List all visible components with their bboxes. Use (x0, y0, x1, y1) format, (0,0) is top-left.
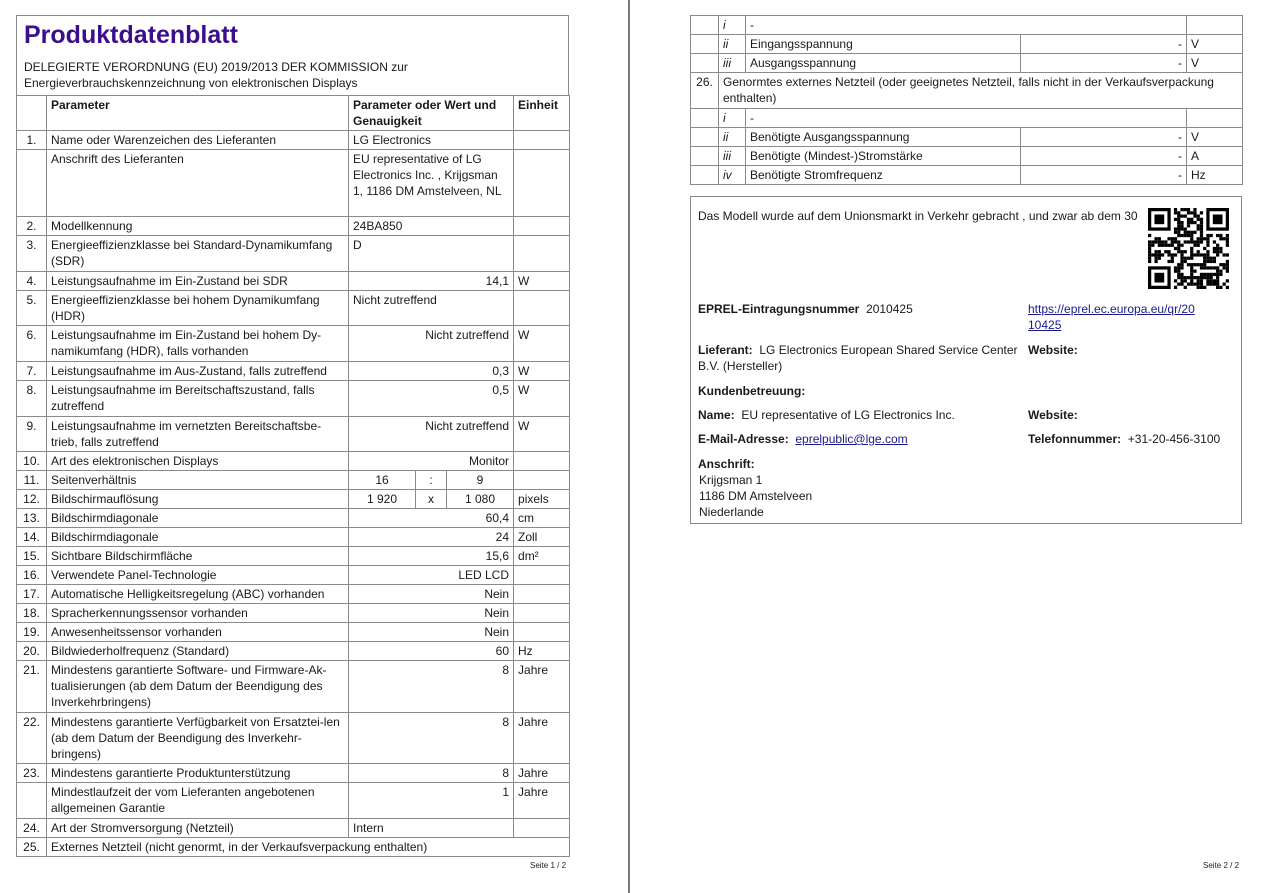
title-box (16, 15, 569, 95)
row-number: 14. (17, 528, 47, 547)
row-number (691, 128, 719, 147)
table-row (17, 713, 570, 764)
row-number: 24. (17, 819, 47, 838)
row-value: Monitor (349, 452, 514, 471)
row-unit: Hz (1187, 166, 1243, 185)
row-parameter: Name oder Warenzeichen des Lieferanten (47, 131, 349, 150)
row-number: 18. (17, 604, 47, 623)
row-value: 14,1 (349, 272, 514, 291)
row-unit (514, 819, 570, 838)
row-unit (1187, 109, 1243, 128)
row-unit: W (514, 362, 570, 381)
row-sub-index: i (719, 16, 746, 35)
table-header (17, 96, 570, 131)
row-label: Benötigte (Mindest-)Stromstärke (746, 147, 1021, 166)
row-value: 24 (349, 528, 514, 547)
market-date-text: Das Modell wurde auf dem Unionsmarkt in Verkehr gebracht , und zwar ab dem 30 (698, 209, 1138, 223)
row-sub-index: ii (719, 128, 746, 147)
table-row (17, 326, 570, 362)
table-row (17, 362, 570, 381)
table-row (691, 166, 1243, 185)
table-row (17, 764, 570, 783)
row-value: LG Electronics (349, 131, 514, 150)
regulation-line-2: Energieverbrauchskennzeichnung von elektronischen Displays (24, 76, 358, 90)
row-number: 7. (17, 362, 47, 381)
row-label: - (746, 109, 1187, 128)
row-unit: V (1187, 128, 1243, 147)
row-number (691, 147, 719, 166)
row-number: 22. (17, 713, 47, 764)
supplier-label: Lieferant: (698, 343, 753, 357)
row-value: 0,5 (349, 381, 514, 417)
row-number: 15. (17, 547, 47, 566)
table-row (17, 131, 570, 150)
row-parameter: Leistungsaufnahme im Ein-Zustand bei SDR (47, 272, 349, 291)
table-row (17, 417, 570, 452)
row-parameter: Energieeffizienzklasse bei hohem Dynamikumfang (HDR) (47, 291, 349, 326)
email-link[interactable]: eprelpublic@lge.com (795, 432, 908, 446)
row-unit: W (514, 381, 570, 417)
row-unit: V (1187, 35, 1243, 54)
table-row (691, 16, 1243, 35)
row-label: Ausgangsspannung (746, 54, 1021, 73)
row-value-part: 1 080 (447, 490, 514, 509)
row-label: Eingangsspannung (746, 35, 1021, 54)
row-parameter: Leistungsaufnahme im vernetzten Bereitschaftsbe-trieb, falls zutreffend (47, 417, 349, 452)
row-parameter: Sichtbare Bildschirmfläche (47, 547, 349, 566)
table-row (17, 217, 570, 236)
row-sub-index: iv (719, 166, 746, 185)
row-number: 8. (17, 381, 47, 417)
phone-label: Telefonnummer: (1028, 432, 1122, 446)
row-value: - (1021, 147, 1187, 166)
row-value: 0,3 (349, 362, 514, 381)
row-unit: cm (514, 509, 570, 528)
row-number: 17. (17, 585, 47, 604)
row-value: - (1021, 128, 1187, 147)
address-label: Anschrift: (698, 457, 755, 471)
name-label: Name: (698, 408, 735, 422)
qr-code[interactable] (1148, 208, 1229, 289)
table-row (17, 566, 570, 585)
row-parameter: Art des elektronischen Displays (47, 452, 349, 471)
row-parameter: Mindestlaufzeit der vom Lieferanten angebotenen allgemeinen Garantie (47, 783, 349, 819)
website-label-2: Website: (1028, 408, 1078, 422)
table-row (17, 381, 570, 417)
table-row (17, 838, 570, 857)
row-number: 21. (17, 661, 47, 713)
table-row (17, 452, 570, 471)
row-value: Nicht zutreffend (349, 417, 514, 452)
header-value: Parameter oder Wert und Genauigkeit (349, 96, 514, 131)
row-parameter: Leistungsaufnahme im Ein-Zustand bei hohem Dy-namikumfang (HDR), falls vorhanden (47, 326, 349, 362)
page-title: Produktdatenblatt (24, 21, 238, 49)
table-row (17, 490, 570, 509)
row-unit (514, 585, 570, 604)
row-parameter: Spracherkennungssensor vorhanden (47, 604, 349, 623)
row-value-part: : (416, 471, 447, 490)
table-row (691, 54, 1243, 73)
row-parameter: Mindestens garantierte Verfügbarkeit von Ersatztei-len (ab dem Datum der Beendigung des Inverkehr-bringens) (47, 713, 349, 764)
page-number: Seite 1 / 2 (530, 861, 567, 870)
eprel-link-line-2[interactable]: 10425 (1028, 318, 1062, 332)
row-value: - (1021, 35, 1187, 54)
table-row (17, 272, 570, 291)
row-number: 13. (17, 509, 47, 528)
row-value: Nicht zutreffend (349, 326, 514, 362)
power-supply-table (690, 15, 1243, 185)
row-unit (514, 623, 570, 642)
row-value: 1 (349, 783, 514, 819)
row-unit (514, 236, 570, 272)
row-number (691, 166, 719, 185)
row-value: 24BA850 (349, 217, 514, 236)
row-number: 25. (17, 838, 47, 857)
row-parameter: Bildschirmauflösung (47, 490, 349, 509)
row-unit (514, 566, 570, 585)
row-unit: Hz (514, 642, 570, 661)
eprel-number: 2010425 (866, 302, 913, 316)
market-info-box (690, 196, 1242, 524)
row-label: Benötigte Stromfrequenz (746, 166, 1021, 185)
row-unit (514, 471, 570, 490)
row-number (691, 109, 719, 128)
row-number: 1. (17, 131, 47, 150)
row-number (17, 783, 47, 819)
table-row (17, 819, 570, 838)
row-number (691, 35, 719, 54)
row-unit (514, 291, 570, 326)
row-unit (1187, 16, 1243, 35)
website-label: Website: (1028, 343, 1078, 357)
row-parameter: Mindestens garantierte Software- und Firmware-Ak-tualisierungen (ab dem Datum der Beendigung des Inverkehrbringens) (47, 661, 349, 713)
page-2 (690, 15, 1242, 185)
row-parameter: Art der Stromversorgung (Netzteil) (47, 819, 349, 838)
row-number: 19. (17, 623, 47, 642)
row-value: 60 (349, 642, 514, 661)
row-number: 26. (691, 73, 719, 109)
row-value: Nein (349, 585, 514, 604)
customer-service-label: Kundenbetreuung: (698, 384, 806, 398)
row-number: 4. (17, 272, 47, 291)
row-unit: A (1187, 147, 1243, 166)
table-row (691, 109, 1243, 128)
table-row (17, 783, 570, 819)
row-number: 23. (17, 764, 47, 783)
row-value-part: 16 (349, 471, 416, 490)
row-number: 3. (17, 236, 47, 272)
table-row (691, 147, 1243, 166)
row-sub-index: iii (719, 54, 746, 73)
row-number: 5. (17, 291, 47, 326)
row-parameter: Leistungsaufnahme im Aus-Zustand, falls zutreffend (47, 362, 349, 381)
row-value: Intern (349, 819, 514, 838)
name-value: EU representative of LG Electronics Inc. (741, 408, 955, 422)
row-label: - (746, 16, 1187, 35)
table-row (17, 623, 570, 642)
page-divider (628, 0, 630, 893)
row-value: - (1021, 54, 1187, 73)
row-label: Benötigte Ausgangsspannung (746, 128, 1021, 147)
row-unit: Jahre (514, 713, 570, 764)
row-value: Nein (349, 604, 514, 623)
table-row (17, 642, 570, 661)
row-unit: Jahre (514, 661, 570, 713)
row-unit: Zoll (514, 528, 570, 547)
email-label: E-Mail-Adresse: (698, 432, 789, 446)
address-line-1: Krijgsman 1 (699, 473, 763, 487)
table-row (17, 528, 570, 547)
row-parameter: Anschrift des Lieferanten (47, 150, 349, 217)
supplier-value: LG Electronics European Shared Service Center (759, 343, 1018, 357)
row-unit: pixels (514, 490, 570, 509)
row-number: 16. (17, 566, 47, 585)
row-value: - (1021, 166, 1187, 185)
row-unit: dm² (514, 547, 570, 566)
row-parameter: Seitenverhältnis (47, 471, 349, 490)
row-value: 8 (349, 764, 514, 783)
row-parameter: Leistungsaufnahme im Bereitschaftszustand, falls zutreffend (47, 381, 349, 417)
address-line-2: 1186 DM Amstelveen (699, 489, 813, 503)
row-unit: V (1187, 54, 1243, 73)
row-number: 20. (17, 642, 47, 661)
regulation-line-1: DELEGIERTE VERORDNUNG (EU) 2019/2013 DER KOMMISSION zur (24, 60, 408, 74)
table-row (17, 236, 570, 272)
row-number: 9. (17, 417, 47, 452)
row-value: 8 (349, 713, 514, 764)
table-row (691, 35, 1243, 54)
row-parameter: Verwendete Panel-Technologie (47, 566, 349, 585)
eprel-link-line-1[interactable]: https://eprel.ec.europa.eu/qr/20 (1028, 302, 1195, 316)
page-number-2: Seite 2 / 2 (1203, 861, 1240, 870)
address-text (699, 472, 812, 520)
row-unit (514, 217, 570, 236)
row-number: 12. (17, 490, 47, 509)
header-parameter: Parameter (47, 96, 349, 131)
row-parameter: Bildwiederholfrequenz (Standard) (47, 642, 349, 661)
table-row (691, 128, 1243, 147)
row-number: 11. (17, 471, 47, 490)
row-value: Nicht zutreffend (349, 291, 514, 326)
row-value: D (349, 236, 514, 272)
row-value: Nein (349, 623, 514, 642)
row-parameter: Bildschirmdiagonale (47, 528, 349, 547)
row-number (691, 54, 719, 73)
row-value: LED LCD (349, 566, 514, 585)
row-unit: Jahre (514, 764, 570, 783)
row-unit (514, 150, 570, 217)
row-unit: Jahre (514, 783, 570, 819)
row-number: 6. (17, 326, 47, 362)
row-parameter: Automatische Helligkeitsregelung (ABC) vorhanden (47, 585, 349, 604)
row-value-part: x (416, 490, 447, 509)
phone-value: +31-20-456-3100 (1127, 432, 1221, 446)
row-sub-index: i (719, 109, 746, 128)
row-parameter: Externes Netzteil (nicht genormt, in der Verkaufsverpackung enthalten) (47, 838, 570, 857)
row-unit (514, 131, 570, 150)
row-sub-index: iii (719, 147, 746, 166)
row-unit (514, 604, 570, 623)
eprel-label: EPREL-Eintragungsnummer (698, 302, 860, 316)
eprel-link[interactable] (1028, 301, 1195, 333)
row-value-part: 1 920 (349, 490, 416, 509)
row-number (17, 150, 47, 217)
row-unit: W (514, 272, 570, 291)
table-row (17, 150, 570, 217)
row-value-part: 9 (447, 471, 514, 490)
table-row (17, 661, 570, 713)
row-number: 2. (17, 217, 47, 236)
table-row (17, 585, 570, 604)
table-row (17, 547, 570, 566)
row-number (691, 16, 719, 35)
address-line-3: Niederlande (699, 505, 764, 519)
row-parameter: Modellkennung (47, 217, 349, 236)
header-unit: Einheit (514, 96, 570, 131)
row-unit (514, 452, 570, 471)
row-unit: W (514, 326, 570, 362)
row-value: EU representative of LG Electronics Inc. , Krijgsman 1, 1186 DM Amstelveen, NL (349, 150, 514, 217)
row-sub-index: ii (719, 35, 746, 54)
supplier-value-2: B.V. (Hersteller) (698, 359, 783, 373)
table-row (17, 291, 570, 326)
table-row (691, 73, 1243, 109)
row-number: 10. (17, 452, 47, 471)
row-parameter: Energieeffizienzklasse bei Standard-Dynamikumfang (SDR) (47, 236, 349, 272)
row-parameter: Bildschirmdiagonale (47, 509, 349, 528)
row-parameter: Genormtes externes Netzteil (oder geeignetes Netzteil, falls nicht in der Verkaufsverpackung enthalten) (719, 73, 1243, 109)
table-row (17, 509, 570, 528)
table-row (17, 471, 570, 490)
row-value: 8 (349, 661, 514, 713)
row-unit: W (514, 417, 570, 452)
page-1 (16, 15, 569, 857)
row-value: 15,6 (349, 547, 514, 566)
row-parameter: Mindestens garantierte Produktunterstützung (47, 764, 349, 783)
table-row (17, 604, 570, 623)
product-data-table (16, 95, 570, 857)
row-parameter: Anwesenheitssensor vorhanden (47, 623, 349, 642)
row-value: 60,4 (349, 509, 514, 528)
